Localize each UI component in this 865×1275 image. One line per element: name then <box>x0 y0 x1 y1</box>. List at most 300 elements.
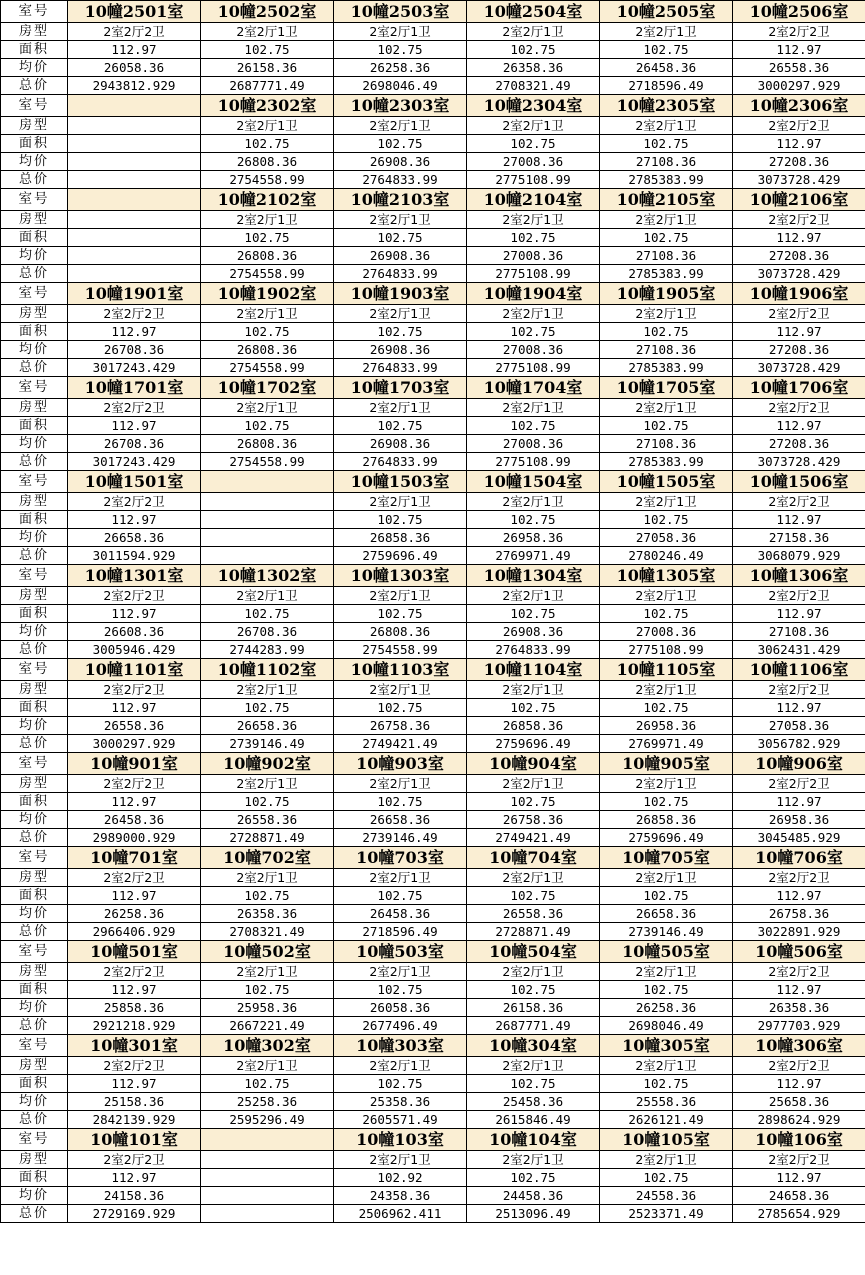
unit-price-cell: 26258.36 <box>600 999 733 1017</box>
room-number-cell: 10幢1305室 <box>600 565 733 587</box>
area-cell: 102.75 <box>467 511 600 529</box>
room-type-cell: 2室2厅1卫 <box>334 1151 467 1169</box>
total-price-cell: 2708321.49 <box>467 77 600 95</box>
unit-price-cell: 26658.36 <box>334 811 467 829</box>
table-row-total_price <box>1 735 865 753</box>
room-number-cell: 10幢506室 <box>733 941 865 963</box>
room-number-cell: 10幢104室 <box>467 1129 600 1151</box>
room-number-cell: 10幢1705室 <box>600 377 733 399</box>
room-type-cell: 2室2厅1卫 <box>201 963 334 981</box>
table-row-room-no <box>1 847 865 869</box>
area-cell: 112.97 <box>68 1075 201 1093</box>
table-row-area <box>1 981 865 999</box>
row-label-unit_price: 均价 <box>1 153 68 171</box>
table-row-room-no <box>1 565 865 587</box>
table-row-room-no <box>1 1035 865 1057</box>
unit-price-cell: 26858.36 <box>467 717 600 735</box>
table-row-room_type <box>1 493 865 511</box>
unit-price-cell: 25158.36 <box>68 1093 201 1111</box>
row-label-total_price: 总价 <box>1 1111 68 1129</box>
table-row-total_price <box>1 265 865 283</box>
table-row-unit_price <box>1 623 865 641</box>
room-number-cell: 10幢301室 <box>68 1035 201 1057</box>
area-cell: 102.75 <box>600 41 733 59</box>
table-row-room-no <box>1 189 865 211</box>
table-row-room-no <box>1 1129 865 1151</box>
area-cell: 112.97 <box>733 323 865 341</box>
total-price-cell: 3000297.929 <box>68 735 201 753</box>
room-number-cell: 10幢2102室 <box>201 189 334 211</box>
row-label-area: 面积 <box>1 511 68 529</box>
table-row-room_type <box>1 869 865 887</box>
row-label-area: 面积 <box>1 981 68 999</box>
area-cell: 102.75 <box>334 511 467 529</box>
unit-price-cell: 27108.36 <box>600 153 733 171</box>
row-label-area: 面积 <box>1 229 68 247</box>
area-cell <box>201 1169 334 1187</box>
area-cell: 102.75 <box>201 323 334 341</box>
total-price-cell: 2775108.99 <box>600 641 733 659</box>
room-type-cell: 2室2厅1卫 <box>467 1151 600 1169</box>
unit-price-cell: 26258.36 <box>334 59 467 77</box>
room-type-cell: 2室2厅1卫 <box>467 23 600 41</box>
row-label-total_price: 总价 <box>1 829 68 847</box>
unit-price-cell: 26908.36 <box>334 341 467 359</box>
room-type-cell: 2室2厅2卫 <box>733 305 865 323</box>
room-number-cell: 10幢1506室 <box>733 471 865 493</box>
table-row-area <box>1 887 865 905</box>
total-price-cell: 2513096.49 <box>467 1205 600 1223</box>
room-type-cell: 2室2厅1卫 <box>600 117 733 135</box>
room-number-cell: 10幢101室 <box>68 1129 201 1151</box>
room-type-cell: 2室2厅2卫 <box>68 1057 201 1075</box>
room-number-cell: 10幢306室 <box>733 1035 865 1057</box>
row-label-area: 面积 <box>1 605 68 623</box>
area-cell: 102.75 <box>334 981 467 999</box>
total-price-cell: 2759696.49 <box>334 547 467 565</box>
table-row-room_type <box>1 305 865 323</box>
row-label-unit_price: 均价 <box>1 717 68 735</box>
unit-price-cell: 27008.36 <box>467 341 600 359</box>
room-number-cell: 10幢702室 <box>201 847 334 869</box>
area-cell: 112.97 <box>68 887 201 905</box>
room-number-cell: 10幢701室 <box>68 847 201 869</box>
area-cell: 102.75 <box>600 699 733 717</box>
row-label-room_type: 房型 <box>1 869 68 887</box>
unit-price-cell: 26958.36 <box>600 717 733 735</box>
room-number-cell: 10幢1106室 <box>733 659 865 681</box>
price-list-body <box>1 1 865 1223</box>
area-cell: 102.75 <box>600 229 733 247</box>
unit-price-cell <box>68 247 201 265</box>
unit-price-cell <box>68 153 201 171</box>
unit-price-cell: 26708.36 <box>68 435 201 453</box>
row-label-room_no: 室号 <box>1 753 68 775</box>
unit-price-cell: 26808.36 <box>201 153 334 171</box>
row-label-total_price: 总价 <box>1 265 68 283</box>
room-number-cell: 10幢1302室 <box>201 565 334 587</box>
unit-price-cell: 26958.36 <box>467 529 600 547</box>
row-label-room_type: 房型 <box>1 1057 68 1075</box>
total-price-cell <box>68 265 201 283</box>
room-number-cell: 10幢1904室 <box>467 283 600 305</box>
row-label-room_type: 房型 <box>1 399 68 417</box>
row-label-total_price: 总价 <box>1 171 68 189</box>
room-type-cell: 2室2厅2卫 <box>733 211 865 229</box>
room-type-cell: 2室2厅1卫 <box>334 305 467 323</box>
room-type-cell: 2室2厅1卫 <box>334 23 467 41</box>
table-row-total_price <box>1 1205 865 1223</box>
room-number-cell: 10幢705室 <box>600 847 733 869</box>
room-type-cell <box>68 211 201 229</box>
room-number-cell: 10幢303室 <box>334 1035 467 1057</box>
row-label-unit_price: 均价 <box>1 341 68 359</box>
row-label-total_price: 总价 <box>1 77 68 95</box>
room-number-cell: 10幢901室 <box>68 753 201 775</box>
room-type-cell: 2室2厅1卫 <box>334 869 467 887</box>
area-cell: 102.75 <box>600 887 733 905</box>
unit-price-cell: 26908.36 <box>334 153 467 171</box>
area-cell: 112.97 <box>733 135 865 153</box>
room-type-cell: 2室2厅1卫 <box>600 23 733 41</box>
total-price-cell: 2739146.49 <box>600 923 733 941</box>
room-type-cell: 2室2厅2卫 <box>733 399 865 417</box>
table-row-area <box>1 511 865 529</box>
total-price-cell: 2759696.49 <box>600 829 733 847</box>
unit-price-cell: 26758.36 <box>467 811 600 829</box>
unit-price-cell: 26158.36 <box>467 999 600 1017</box>
area-cell: 102.75 <box>201 793 334 811</box>
room-type-cell: 2室2厅1卫 <box>467 587 600 605</box>
row-label-room_type: 房型 <box>1 117 68 135</box>
table-row-unit_price <box>1 341 865 359</box>
table-row-area <box>1 793 865 811</box>
room-number-cell: 10幢903室 <box>334 753 467 775</box>
room-type-cell: 2室2厅1卫 <box>334 493 467 511</box>
room-type-cell: 2室2厅2卫 <box>68 681 201 699</box>
room-number-cell: 10幢2503室 <box>334 1 467 23</box>
room-type-cell: 2室2厅1卫 <box>334 399 467 417</box>
room-number-cell: 10幢2105室 <box>600 189 733 211</box>
unit-price-cell: 26808.36 <box>201 341 334 359</box>
area-cell: 102.75 <box>467 793 600 811</box>
room-type-cell: 2室2厅2卫 <box>733 869 865 887</box>
area-cell: 102.75 <box>467 981 600 999</box>
row-label-room_no: 室号 <box>1 1035 68 1057</box>
row-label-area: 面积 <box>1 1075 68 1093</box>
table-row-room_type <box>1 211 865 229</box>
total-price-cell: 2785383.99 <box>600 265 733 283</box>
room-number-cell <box>201 471 334 493</box>
table-row-total_price <box>1 547 865 565</box>
area-cell: 102.75 <box>334 699 467 717</box>
area-cell: 102.75 <box>334 323 467 341</box>
unit-price-cell: 26858.36 <box>600 811 733 829</box>
room-number-cell: 10幢305室 <box>600 1035 733 1057</box>
area-cell: 102.75 <box>600 605 733 623</box>
unit-price-cell: 25458.36 <box>467 1093 600 1111</box>
area-cell: 102.75 <box>201 229 334 247</box>
area-cell: 102.75 <box>201 1075 334 1093</box>
room-type-cell: 2室2厅2卫 <box>68 23 201 41</box>
area-cell: 102.75 <box>334 887 467 905</box>
room-type-cell: 2室2厅1卫 <box>201 681 334 699</box>
unit-price-cell: 26958.36 <box>733 811 865 829</box>
table-row-unit_price <box>1 811 865 829</box>
unit-price-cell: 26808.36 <box>334 623 467 641</box>
unit-price-cell: 27008.36 <box>467 247 600 265</box>
area-cell: 112.97 <box>733 511 865 529</box>
row-label-area: 面积 <box>1 135 68 153</box>
unit-price-cell: 26458.36 <box>600 59 733 77</box>
table-row-room_type <box>1 775 865 793</box>
unit-price-cell: 27108.36 <box>600 247 733 265</box>
room-number-cell: 10幢2106室 <box>733 189 865 211</box>
table-row-total_price <box>1 923 865 941</box>
room-type-cell: 2室2厅2卫 <box>733 681 865 699</box>
table-row-room_type <box>1 1057 865 1075</box>
room-number-cell: 10幢706室 <box>733 847 865 869</box>
room-number-cell: 10幢902室 <box>201 753 334 775</box>
total-price-cell: 3005946.429 <box>68 641 201 659</box>
row-label-room_no: 室号 <box>1 1129 68 1151</box>
room-type-cell <box>68 117 201 135</box>
room-number-cell: 10幢704室 <box>467 847 600 869</box>
area-cell: 112.97 <box>733 605 865 623</box>
table-row-unit_price <box>1 59 865 77</box>
total-price-cell: 3073728.429 <box>733 171 865 189</box>
area-cell: 102.75 <box>201 887 334 905</box>
unit-price-cell: 27208.36 <box>733 153 865 171</box>
room-number-cell: 10幢1903室 <box>334 283 467 305</box>
total-price-cell: 3011594.929 <box>68 547 201 565</box>
unit-price-cell: 24458.36 <box>467 1187 600 1205</box>
row-label-room_type: 房型 <box>1 587 68 605</box>
table-row-unit_price <box>1 529 865 547</box>
row-label-unit_price: 均价 <box>1 999 68 1017</box>
area-cell: 102.75 <box>467 1169 600 1187</box>
total-price-cell: 3062431.429 <box>733 641 865 659</box>
room-type-cell: 2室2厅2卫 <box>733 1151 865 1169</box>
area-cell: 102.75 <box>334 417 467 435</box>
row-label-area: 面积 <box>1 887 68 905</box>
room-number-cell: 10幢501室 <box>68 941 201 963</box>
unit-price-cell: 26558.36 <box>467 905 600 923</box>
table-row-area <box>1 1169 865 1187</box>
total-price-cell: 2729169.929 <box>68 1205 201 1223</box>
unit-price-cell: 24558.36 <box>600 1187 733 1205</box>
room-number-cell: 10幢1504室 <box>467 471 600 493</box>
unit-price-cell: 26158.36 <box>201 59 334 77</box>
table-row-unit_price <box>1 153 865 171</box>
table-row-room-no <box>1 941 865 963</box>
total-price-cell: 2775108.99 <box>467 265 600 283</box>
area-cell: 102.75 <box>467 887 600 905</box>
row-label-area: 面积 <box>1 323 68 341</box>
room-type-cell: 2室2厅1卫 <box>334 1057 467 1075</box>
area-cell <box>68 229 201 247</box>
total-price-cell: 2718596.49 <box>334 923 467 941</box>
total-price-cell: 2775108.99 <box>467 453 600 471</box>
row-label-room_no: 室号 <box>1 565 68 587</box>
total-price-cell: 2754558.99 <box>201 359 334 377</box>
total-price-cell: 2759696.49 <box>467 735 600 753</box>
area-cell: 112.97 <box>68 605 201 623</box>
unit-price-cell: 26758.36 <box>334 717 467 735</box>
unit-price-cell: 27208.36 <box>733 247 865 265</box>
table-row-area <box>1 41 865 59</box>
row-label-unit_price: 均价 <box>1 59 68 77</box>
table-row-room-no <box>1 659 865 681</box>
total-price-cell <box>201 547 334 565</box>
total-price-cell: 2754558.99 <box>201 265 334 283</box>
total-price-cell: 2728871.49 <box>201 829 334 847</box>
table-row-total_price <box>1 359 865 377</box>
total-price-cell: 2667221.49 <box>201 1017 334 1035</box>
room-number-cell: 10幢1303室 <box>334 565 467 587</box>
unit-price-cell: 27108.36 <box>600 435 733 453</box>
table-row-room-no <box>1 471 865 493</box>
row-label-room_type: 房型 <box>1 1151 68 1169</box>
row-label-room_type: 房型 <box>1 681 68 699</box>
unit-price-cell: 25658.36 <box>733 1093 865 1111</box>
row-label-room_type: 房型 <box>1 211 68 229</box>
area-cell: 112.97 <box>68 41 201 59</box>
total-price-cell: 3022891.929 <box>733 923 865 941</box>
unit-price-cell: 27208.36 <box>733 341 865 359</box>
unit-price-cell: 27058.36 <box>733 717 865 735</box>
total-price-cell: 2785383.99 <box>600 453 733 471</box>
unit-price-cell: 25858.36 <box>68 999 201 1017</box>
row-label-room_no: 室号 <box>1 659 68 681</box>
total-price-cell: 2605571.49 <box>334 1111 467 1129</box>
room-number-cell: 10幢2103室 <box>334 189 467 211</box>
unit-price-cell: 25258.36 <box>201 1093 334 1111</box>
area-cell: 112.97 <box>733 699 865 717</box>
room-type-cell: 2室2厅2卫 <box>68 587 201 605</box>
area-cell <box>68 135 201 153</box>
room-number-cell: 10幢2502室 <box>201 1 334 23</box>
row-label-room_type: 房型 <box>1 493 68 511</box>
unit-price-cell: 26458.36 <box>68 811 201 829</box>
table-row-unit_price <box>1 1093 865 1111</box>
total-price-cell: 2764833.99 <box>334 265 467 283</box>
room-type-cell <box>201 493 334 511</box>
row-label-room_no: 室号 <box>1 1 68 23</box>
room-number-cell: 10幢1102室 <box>201 659 334 681</box>
room-type-cell: 2室2厅1卫 <box>600 305 733 323</box>
area-cell: 102.75 <box>201 605 334 623</box>
room-type-cell: 2室2厅2卫 <box>68 493 201 511</box>
room-type-cell: 2室2厅1卫 <box>201 305 334 323</box>
table-row-unit_price <box>1 905 865 923</box>
row-label-room_no: 室号 <box>1 283 68 305</box>
total-price-cell: 2677496.49 <box>334 1017 467 1035</box>
row-label-total_price: 总价 <box>1 735 68 753</box>
room-number-cell: 10幢2303室 <box>334 95 467 117</box>
row-label-room_type: 房型 <box>1 305 68 323</box>
row-label-room_no: 室号 <box>1 95 68 117</box>
area-cell: 112.97 <box>68 511 201 529</box>
area-cell: 102.75 <box>201 699 334 717</box>
total-price-cell: 2769971.49 <box>467 547 600 565</box>
table-row-area <box>1 605 865 623</box>
table-row-total_price <box>1 1111 865 1129</box>
total-price-cell: 2754558.99 <box>201 453 334 471</box>
room-type-cell: 2室2厅1卫 <box>201 399 334 417</box>
room-type-cell: 2室2厅1卫 <box>201 1057 334 1075</box>
room-type-cell: 2室2厅1卫 <box>467 211 600 229</box>
unit-price-cell: 27008.36 <box>467 153 600 171</box>
unit-price-cell: 27008.36 <box>467 435 600 453</box>
total-price-cell: 2842139.929 <box>68 1111 201 1129</box>
table-row-room-no <box>1 753 865 775</box>
table-row-total_price <box>1 829 865 847</box>
area-cell: 102.75 <box>334 135 467 153</box>
row-label-total_price: 总价 <box>1 1205 68 1223</box>
area-cell: 112.97 <box>68 1169 201 1187</box>
unit-price-cell: 26808.36 <box>201 247 334 265</box>
room-type-cell: 2室2厅1卫 <box>600 1057 733 1075</box>
room-type-cell: 2室2厅1卫 <box>467 305 600 323</box>
room-type-cell: 2室2厅1卫 <box>334 587 467 605</box>
room-type-cell: 2室2厅1卫 <box>467 963 600 981</box>
row-label-unit_price: 均价 <box>1 905 68 923</box>
total-price-cell <box>201 1205 334 1223</box>
total-price-cell: 3073728.429 <box>733 453 865 471</box>
room-type-cell: 2室2厅1卫 <box>334 963 467 981</box>
area-cell: 102.75 <box>600 511 733 529</box>
total-price-cell: 2744283.99 <box>201 641 334 659</box>
unit-price-cell: 26608.36 <box>68 623 201 641</box>
unit-price-cell: 25958.36 <box>201 999 334 1017</box>
total-price-cell: 2718596.49 <box>600 77 733 95</box>
room-number-cell: 10幢504室 <box>467 941 600 963</box>
total-price-cell: 2506962.411 <box>334 1205 467 1223</box>
room-type-cell: 2室2厅1卫 <box>201 869 334 887</box>
room-number-cell: 10幢105室 <box>600 1129 733 1151</box>
table-row-room-no <box>1 283 865 305</box>
area-cell <box>201 511 334 529</box>
room-number-cell: 10幢2304室 <box>467 95 600 117</box>
unit-price-cell: 27108.36 <box>600 341 733 359</box>
room-type-cell: 2室2厅1卫 <box>334 117 467 135</box>
row-label-room_no: 室号 <box>1 941 68 963</box>
area-cell: 102.75 <box>334 229 467 247</box>
row-label-area: 面积 <box>1 699 68 717</box>
room-number-cell: 10幢1105室 <box>600 659 733 681</box>
unit-price-cell: 26658.36 <box>201 717 334 735</box>
row-label-unit_price: 均价 <box>1 623 68 641</box>
room-type-cell: 2室2厅2卫 <box>733 963 865 981</box>
room-number-cell: 10幢103室 <box>334 1129 467 1151</box>
area-cell: 112.97 <box>68 699 201 717</box>
area-cell: 102.75 <box>334 605 467 623</box>
table-row-room-no <box>1 1 865 23</box>
room-number-cell: 10幢2506室 <box>733 1 865 23</box>
unit-price-cell: 25558.36 <box>600 1093 733 1111</box>
room-type-cell: 2室2厅2卫 <box>68 1151 201 1169</box>
unit-price-cell: 26908.36 <box>334 247 467 265</box>
total-price-cell: 2764833.99 <box>467 641 600 659</box>
area-cell: 102.92 <box>334 1169 467 1187</box>
room-type-cell: 2室2厅2卫 <box>733 493 865 511</box>
room-type-cell: 2室2厅2卫 <box>68 963 201 981</box>
room-number-cell: 10幢1901室 <box>68 283 201 305</box>
area-cell: 102.75 <box>201 417 334 435</box>
unit-price-cell <box>201 529 334 547</box>
table-row-total_price <box>1 1017 865 1035</box>
